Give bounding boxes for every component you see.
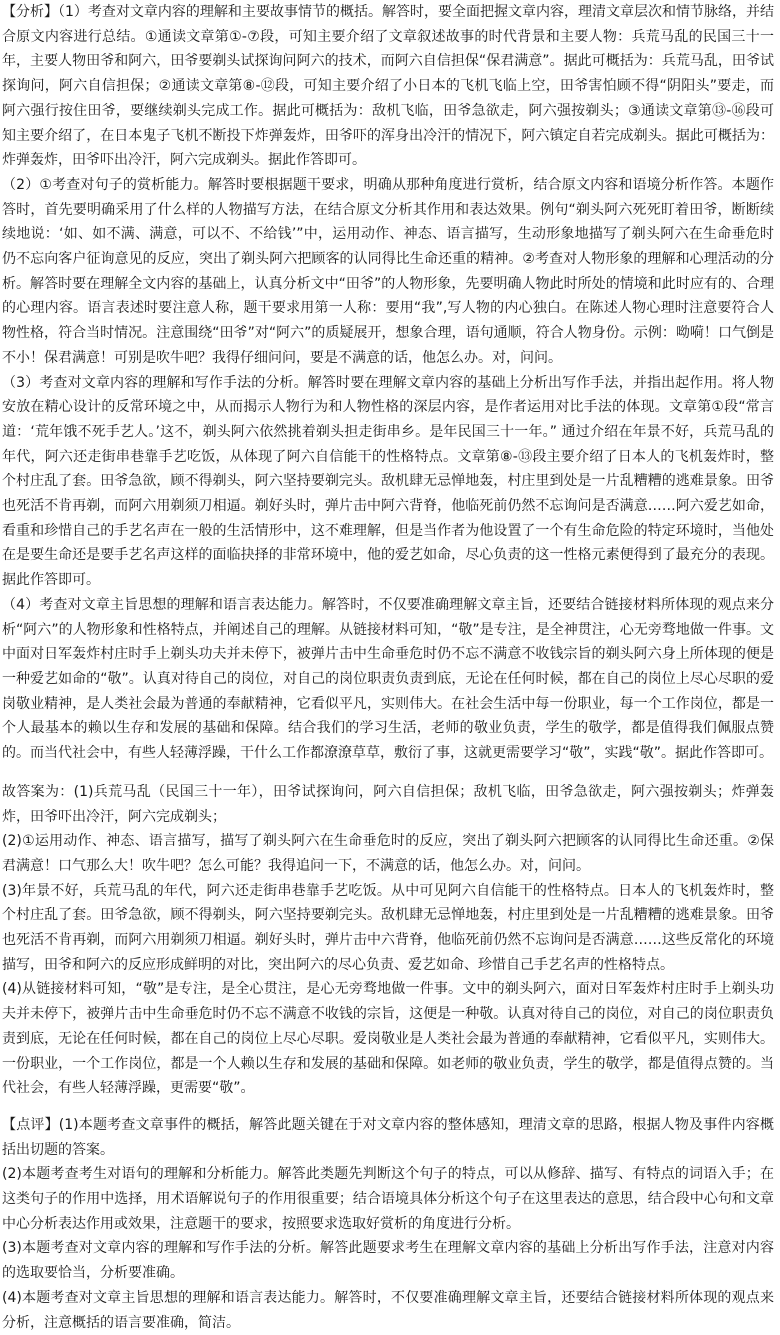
analysis-paragraph-1: 【分析】（1）考查对文章内容的理解和主要故事情节的概括。解答时，要全面把握文章内容，理清文章层次和情节脉络，并结合原文内容进行总结。①通读文章第①-⑦段，可知主要介绍了文章叙述故事的时代背景和主要人物：兵荒马乱的民国三十一年，主要人物田爷和阿六，田爷要剃头试探询问阿六的技术，而阿六自信担保“保君满意”。据此可概括为：兵荒马乱，田爷试探询问，阿六自信担保；②通读文章第⑧-⑫段，可知主要介绍了小日本的飞机飞临上空，田爷害怕顾不得“阴阳头”要走，而阿六强行按住田爷，要继续剃头完成工作。据此可概括为：敌机飞临，田爷急欲走，阿六强按剃头；③通读文章第⑬-⑯段可知主要介绍了，在日本鬼子飞机不断投下炸弹轰炸，田爷吓的浑身出冷汗的情况下，阿六镇定自若完成剃头。据此可概括为：炸弹轰炸，田爷吓出冷汗，阿六完成剃头。据此作答即可。 [2, 4, 774, 169]
comment-2: (2)本题考查考生对语句的理解和分析能力。解答此类题先判断这个句子的特点，可以从修辞、描写、有特点的词语入手；在这类句子的作用中选择，用术语解说句子的作用很重要；结合语境具体分析这个句子在这里表达的意思，结合段中心句和文章中心分析表达作用或效果，注意题干的要求，按照要求选取好赏析的角度进行分析。 [2, 1166, 774, 1232]
comments-section [2, 1113, 774, 1335]
comment-3: (3)本题考查对文章内容的理解和写作手法的分析。解答此题要求考生在理解文章内容的基础上分析出写作手法，注意对内容的选取要恰当，分析要准确。 [2, 1240, 774, 1282]
answers-section [2, 780, 774, 1101]
analysis-paragraph-3: （3）考查对文章内容的理解和写作手法的分析。解答时要在理解文章内容的基础上分析出写作手法，并指出起作用。将人物安放在精心设计的反常环境之中，从而揭示人物行为和人物性格的深层内容，是作者运用对比手法的体现。文章第①段“常言道：‘荒年饿不死手艺人。’这不，剃头阿六依然挑着剃头担走街串乡。是年民国三十一年。” 通过介绍在年景不好，兵荒马乱的年代，阿六还走街串巷靠手艺吃饭，从体现了阿六自信能干的性格特点。文章第⑧-⑬段主要介绍了日本人的飞机轰炸时，整个村庄乱了套。田爷急欲，顾不得剃头，阿六坚持要剃完头。敌机肆无忌惮地轰，村庄里到处是一片乱糟糟的逃难景象。田爷也死活不肯再剃，而阿六用剃须刀相逼。剃好头时，弹片击中阿六背脊，他临死前仍然不忘询问是否满意……阿六爱艺如命，看重和珍惜自己的手艺名声在一般的生活情形中，这不难理解，但是当作者为他设置了一个有生命危险的特定环境时，当他处在是要生命还是要手艺名声这样的面临抉择的非常环境中，他的爱艺如命，尽心负责的这一性格元素便得到了最充分的表现。据此作答即可。 [2, 374, 774, 589]
answer-3: (3)年景不好，兵荒马乱的年代，阿六还走街串巷靠手艺吃饭。从中可见阿六自信能干的性格特点。日本人的飞机轰炸时，整个村庄乱了套。田爷急欲，顾不得剃头，阿六坚持要剃完头。敌机肆无忌惮地轰，村庄里到处是一片乱糟糟的逃难景象。田爷也死活不肯再剃，而阿六用剃须刀相逼。剃好头时，弹片击中六背脊，他临死前仍然不忘询问是否满意……这些反常化的环境描写，田爷和阿六的反应形成鲜明的对比，突出阿六的尽心负责、爱艺如命、珍惜自己手艺名声的性格特点。 [2, 882, 774, 973]
analysis-paragraph-4: （4）考查对文章主旨思想的理解和语言表达能力。解答时，不仅要准确理解文章主旨，还要结合链接材料所体现的观点来分析“阿六”的人物形象和性格特点，并阐述自己的理解。从链接材料可知，“敬”是专注，是全神贯注，心无旁骛地做一件事。文中面对日军轰炸村庄时手上剃头功夫并未停下，被弹片击中生命垂危时仍不忘不满意不收钱宗旨的剃头阿六身上所体现的便是一种爱艺如命的“敬”。认真对待自己的岗位，对自己的岗位职责负责到底，无论在任何时候，都在自己的岗位上尽心尽职的爱岗敬业精神，是人类社会最为普通的奉献精神，它看似平凡，实则伟大。在社会生活中每一份职业，每一个工作岗位，都是一个人最基本的赖以生存和发展的基础和保障。结合我们的学习生活，老师的敬业负责，学生的敬学，都是值得我们佩服点赞的。而当代社会中，有些人轻薄浮躁，干什么工作都潦潦草草，敷衍了事，这就更需要学习“敬”，实践“敬”。据此作答即可。 [2, 596, 774, 762]
section-spacer [2, 766, 774, 780]
answer-2: (2)①运用动作、神态、语言描写，描写了剃头阿六在生命垂危时的反应，突出了剃头阿六把顾客的认同得比生命还重。②保君满意！口气那么大！吹牛吧？怎么可能？我得追问一下，不满意的话，他怎么办。对，问问。 [2, 833, 774, 874]
section-spacer [2, 1101, 774, 1113]
comment-1: 【点评】(1)本题考查文章事件的概括，解答此题关键在于对文章内容的整体感知，理清文章的思路，根据人物及事件内容概括出切题的答案。 [2, 1116, 774, 1158]
analysis-section [2, 0, 774, 766]
answer-4: (4)从链接材料可知，“敬”是专注，是全心贯注，是心无旁骛地做一件事。文中的剃头阿六，面对日军轰炸村庄时手上剃头功夫并未停下，被弹片击中生命垂危时仍不忘不满意不收钱的宗旨，这便是一种敬。认真对待自己的岗位，对自己的岗位职责负责到底，无论在任何时候，都在自己的岗位上尽心尽职。爱岗敬业是人类社会最为普通的奉献精神，它看似平凡，实则伟大。一份职业，一个工作岗位，都是一个人赖以生存和发展的基础和保障。如老师的敬业负责，学生的敬学，都是值得点赞的。当代社会，有些人轻薄浮躁，更需要“敬”。 [2, 981, 774, 1097]
comment-4: (4)本题考查对文章主旨思想的理解和语言表达能力。解答时，不仅要准确理解文章主旨，还要结合链接材料所体现的观点来分析，注意概括的语言要准确，简洁。 [2, 1289, 774, 1331]
answer-1: 故答案为：(1)兵荒马乱（民国三十一年），田爷试探询问，阿六自信担保；敌机飞临，田爷急欲走，阿六强按剃头；炸弹轰炸，田爷吓出冷汗，阿六完成剃头； [2, 783, 774, 825]
analysis-paragraph-2: （2）①考查对句子的赏析能力。解答时要根据题干要求，明确从那种角度进行赏析，结合原文内容和语境分析作答。本题作答时，首先要明确采用了什么样的人物描写方法，在结合原文分析其作用和表达效果。例句“剃头阿六死死盯着田爷，断断续续地说：‘如、如不满、满意，可以不、不给钱’”中，运用动作、神态、语言描写，生动形象地描写了剃头阿六在生命垂危时仍不忘向客户征询意见的反应，突出了剃头阿六把顾客的认同得比生命还重的精神。②考查对人物形象的理解和心理活动的分析。解答时要在理解全文内容的基础上，认真分析文中“田爷”的人物形象，先要明确人物此时所处的情境和此时应有的、合理的心理内容。语言表述时要注意人称，题干要求用第一人称：要用“我”,写人物的内心独白。在陈述人物心理时注意要符合人物性格，符合当时情况。注意围绕“田爷”对“阿六”的质疑展开，想象合理，语句通顺，符合人物身份。示例：呦嗬！口气倒是不小！保君满意！可别是吹牛吧？我得仔细问问，要是不满意的话，他怎么办。对，问问。 [2, 176, 774, 366]
